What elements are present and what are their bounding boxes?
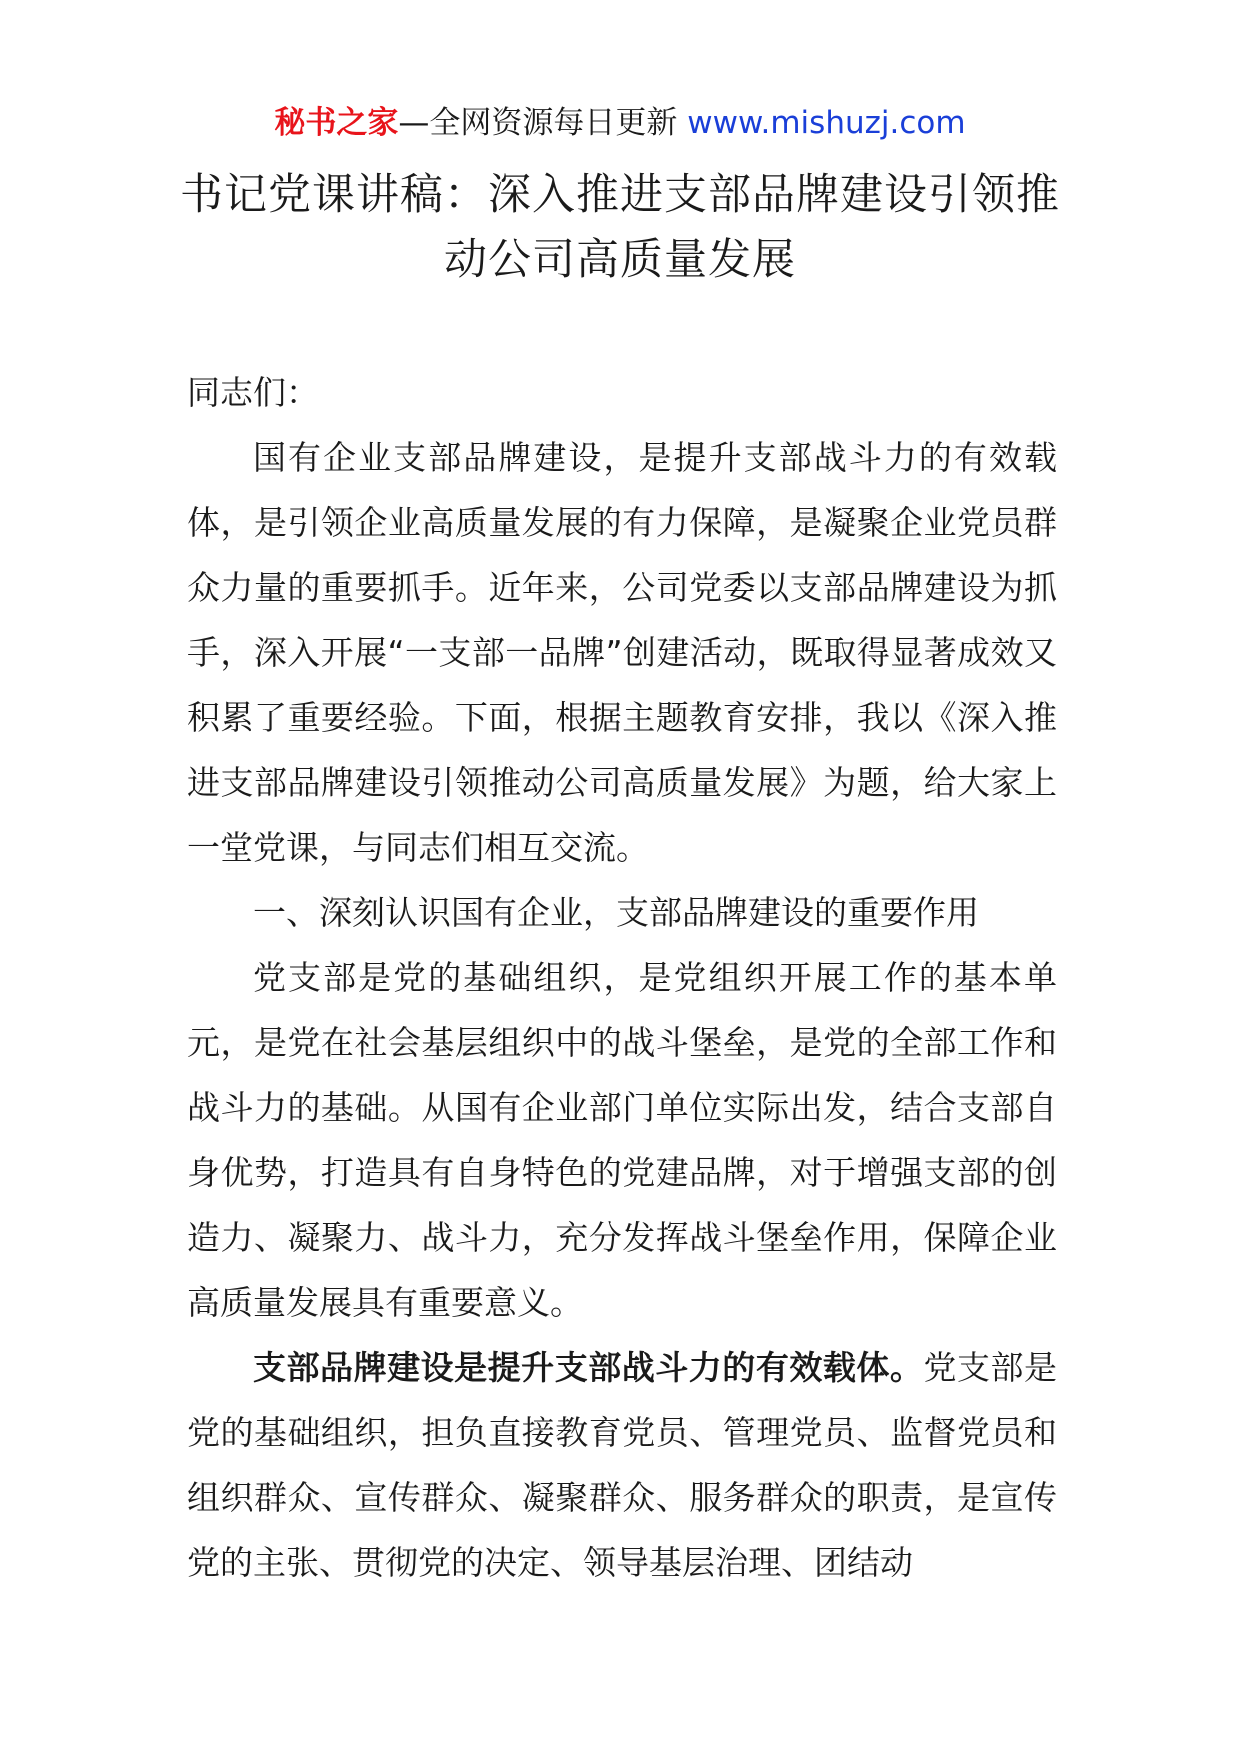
site-banner bbox=[0, 100, 1240, 146]
site-slogan: —全网资源每日更新 bbox=[398, 105, 688, 141]
site-brand: 秘书之家 bbox=[274, 105, 399, 141]
document-body bbox=[187, 360, 1057, 1595]
paragraph-section-body: 党支部是党的基础组织，是党组织开展工作的基本单元，是党在社会基层组织中的战斗堡垒，是党的全部工作和战斗力的基础。从国有企业部门单位实际出发，结合支部自身优势，打造具有自身特色的党建品牌，对于增强支部的创造力、凝聚力、战斗力，充分发挥战斗堡垒作用，保障企业高质量发展具有重要意义。 bbox=[187, 958, 1057, 1322]
paragraph-intro: 国有企业支部品牌建设，是提升支部战斗力的有效载体，是引领企业高质量发展的有力保障，是凝聚企业党员群众力量的重要抓手。近年来，公司党委以支部品牌建设为抓手，深入开展“一支部一品牌”创建活动，既取得显著成效又积累了重要经验。下面，根据主题教育安排，我以《深入推进支部品牌建设引领推动公司高质量发展》为题，给大家上一堂党课，与同志们相互交流。 bbox=[187, 438, 1057, 867]
document-title: 书记党课讲稿：深入推进支部品牌建设引领推动公司高质量发展 bbox=[180, 170, 1060, 285]
paragraph-lead-text: 党支部是党的基础组织，担负直接教育党员、管理党员、监督党员和组织群众、宣传群众、凝聚群众、服务群众的职责，是宣传党的主张、贯彻党的决定、领导基层治理、团结动 bbox=[187, 1348, 1058, 1582]
salutation: 同志们： bbox=[187, 373, 319, 412]
paragraph-lead-bold: 支部品牌建设是提升支部战斗力的有效载体。 bbox=[253, 1348, 924, 1387]
paragraph-brand-carrier bbox=[187, 1335, 1057, 1595]
site-url[interactable]: www.mishuzj.com bbox=[687, 105, 966, 141]
section-heading: 一、深刻认识国有企业，支部品牌建设的重要作用 bbox=[253, 893, 979, 932]
